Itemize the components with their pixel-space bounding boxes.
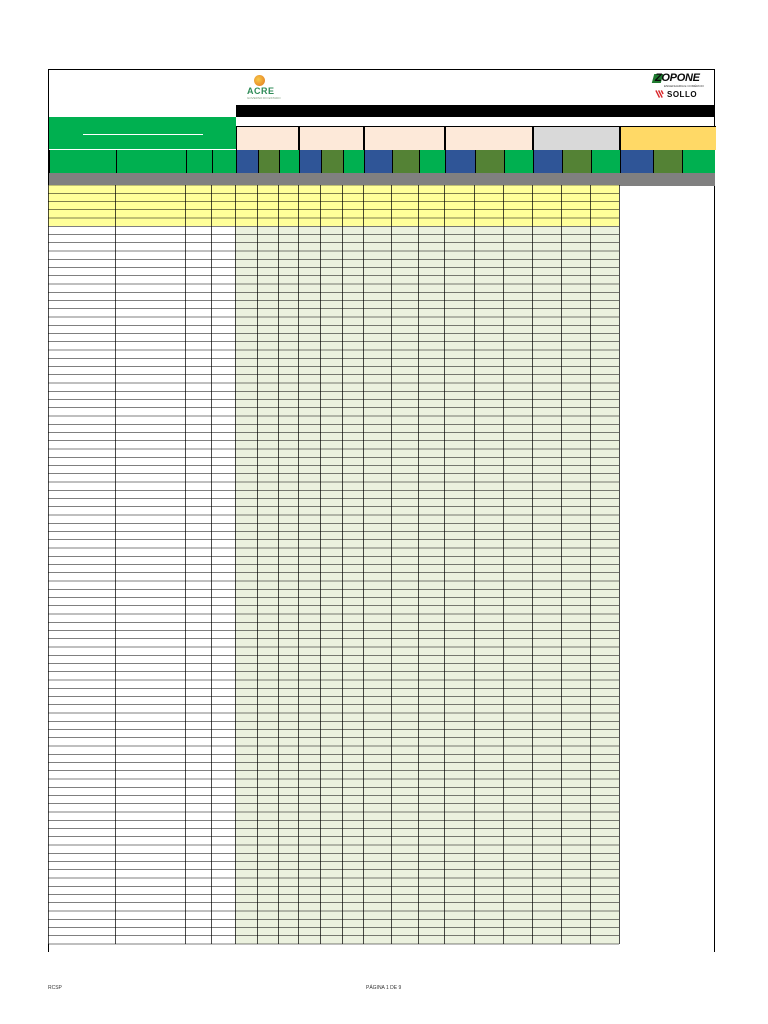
sollo-mark-icon bbox=[655, 89, 664, 99]
metric-header-cell bbox=[533, 150, 562, 173]
table-row-label-area bbox=[48, 820, 235, 828]
table-row-label-area bbox=[48, 342, 235, 350]
table-row-label-area bbox=[48, 350, 235, 358]
table-row-label-area bbox=[48, 449, 235, 457]
table-row-label-area bbox=[48, 829, 235, 837]
table-row-label-area bbox=[48, 779, 235, 787]
metric-header-cell bbox=[321, 150, 343, 173]
metric-header-cell bbox=[364, 150, 392, 173]
header-black-bar bbox=[236, 105, 715, 117]
table-row-label-area bbox=[48, 499, 235, 507]
metric-header-cell bbox=[392, 150, 419, 173]
zopone-logo-text: ZOPONE bbox=[655, 72, 700, 84]
metric-header-cell bbox=[279, 150, 299, 173]
table-row-label-area bbox=[48, 532, 235, 540]
table-row-label-area bbox=[48, 763, 235, 771]
table-row-label-area bbox=[48, 622, 235, 630]
footer-code: RCSP bbox=[48, 985, 62, 991]
table-row-label-area bbox=[48, 375, 235, 383]
metric-header-cell bbox=[682, 150, 715, 173]
table-row-label-area bbox=[48, 697, 235, 705]
table-row-label-area bbox=[48, 185, 235, 193]
metric-header-cell bbox=[504, 150, 533, 173]
table-row-label-area bbox=[48, 655, 235, 663]
metric-header-cell bbox=[562, 150, 591, 173]
table-row-label-area bbox=[48, 639, 235, 647]
table-row-label-area bbox=[48, 870, 235, 878]
table-row-label-area bbox=[48, 878, 235, 886]
table-row-label-area bbox=[48, 565, 235, 573]
table-row-label-area bbox=[48, 771, 235, 779]
group-header-2 bbox=[299, 126, 364, 150]
table-row-label-area bbox=[48, 367, 235, 375]
table-row-label-area bbox=[48, 515, 235, 523]
table-row-label-area bbox=[48, 284, 235, 292]
table-row-label-area bbox=[48, 235, 235, 243]
table-row-label-area bbox=[48, 325, 235, 333]
table-row-label-area bbox=[48, 391, 235, 399]
table-row-label-area bbox=[48, 589, 235, 597]
table-row-label-area bbox=[48, 226, 235, 234]
logo-acre bbox=[49, 70, 50, 71]
metric-header-cell bbox=[419, 150, 445, 173]
table-row-label-area bbox=[48, 523, 235, 531]
table-row-label-area bbox=[48, 383, 235, 391]
table-row-label-area bbox=[48, 721, 235, 729]
table-row-label-area bbox=[48, 688, 235, 696]
metric-header-cell bbox=[343, 150, 364, 173]
table-row-label-area bbox=[48, 309, 235, 317]
table-row-label-area bbox=[48, 812, 235, 820]
table-row-label-area bbox=[48, 490, 235, 498]
table-row-label-area bbox=[48, 202, 235, 210]
table-row-label-area bbox=[48, 903, 235, 911]
group-header-1 bbox=[236, 126, 299, 150]
table-row-label-area bbox=[48, 631, 235, 639]
table-row-label-area bbox=[48, 243, 235, 251]
table-row-label-area bbox=[48, 614, 235, 622]
table-row-label-area bbox=[48, 713, 235, 721]
table-row-label-area bbox=[48, 556, 235, 564]
metric-header-cell bbox=[236, 150, 258, 173]
table-row-label-area bbox=[48, 276, 235, 284]
table-row-label-area bbox=[48, 482, 235, 490]
table-row-label-area bbox=[48, 466, 235, 474]
group-header-5 bbox=[533, 126, 620, 150]
metric-header-cell bbox=[653, 150, 682, 173]
table-row-label-area bbox=[48, 919, 235, 927]
table-row-label-area bbox=[48, 936, 235, 944]
table-row-label-area bbox=[48, 433, 235, 441]
column-header-cell bbox=[49, 150, 116, 173]
table-row-label-area bbox=[48, 424, 235, 432]
column-header-cell bbox=[186, 150, 212, 173]
table-row-label-area bbox=[48, 408, 235, 416]
table-row-label-area bbox=[48, 540, 235, 548]
metric-header-cell bbox=[258, 150, 279, 173]
table-row-label-area bbox=[48, 862, 235, 870]
acre-sun-icon bbox=[254, 75, 265, 86]
acre-logo-text: ACRE bbox=[247, 86, 275, 96]
metric-header-cell bbox=[475, 150, 504, 173]
table-row-label-area bbox=[48, 911, 235, 919]
title-underline bbox=[83, 134, 203, 135]
footer-page-number: PÁGINA 1 DE 9 bbox=[366, 985, 402, 991]
table-row-label-area bbox=[48, 754, 235, 762]
table-row-label-area bbox=[48, 548, 235, 556]
table-row-label-area bbox=[48, 334, 235, 342]
metric-header-cell bbox=[299, 150, 321, 173]
table-row-label-area bbox=[48, 416, 235, 424]
table-row-label-area bbox=[48, 474, 235, 482]
group-header-3 bbox=[364, 126, 445, 150]
table-row-label-area bbox=[48, 193, 235, 201]
table-row-label-area bbox=[48, 441, 235, 449]
table-row-label-area bbox=[48, 853, 235, 861]
table-row-label-area bbox=[48, 680, 235, 688]
table-row-label-area bbox=[48, 845, 235, 853]
column-header-cell bbox=[116, 150, 186, 173]
table-row-label-area bbox=[48, 837, 235, 845]
table-row-label-area bbox=[48, 928, 235, 936]
table-row-label-area bbox=[48, 251, 235, 259]
sollo-logo-text: SOLLO bbox=[667, 90, 698, 99]
table-row-label-area bbox=[48, 746, 235, 754]
table-row-label-area bbox=[48, 292, 235, 300]
table-row-label-area bbox=[48, 606, 235, 614]
title-block bbox=[49, 117, 236, 149]
group-header-6 bbox=[620, 126, 716, 150]
metric-header-cell bbox=[591, 150, 620, 173]
zopone-logo-tagline: ENGENHARIA E COMÉRCIO bbox=[664, 84, 704, 88]
table-row-label-area bbox=[48, 400, 235, 408]
metric-header-cell bbox=[620, 150, 653, 173]
table-row-label-area bbox=[48, 317, 235, 325]
table-row-label-area bbox=[48, 259, 235, 267]
metric-header-cell bbox=[445, 150, 475, 173]
table-row-label-area bbox=[48, 895, 235, 903]
table-row-label-area bbox=[48, 573, 235, 581]
table-row-label-area bbox=[48, 598, 235, 606]
table-row-label-area bbox=[48, 581, 235, 589]
table-row-label-area bbox=[48, 886, 235, 894]
table-row-label-area bbox=[48, 647, 235, 655]
table-row-label-area bbox=[48, 507, 235, 515]
table-row-label-area bbox=[48, 705, 235, 713]
table-row-label-area bbox=[48, 301, 235, 309]
data-grid bbox=[48, 185, 716, 953]
acre-logo-tagline: GOVERNO DO ESTADO bbox=[247, 96, 281, 100]
column-header-cell bbox=[212, 150, 236, 173]
group-header-4 bbox=[445, 126, 533, 150]
table-row-label-area bbox=[48, 672, 235, 680]
table-row-label-area bbox=[48, 730, 235, 738]
table-row-label-area bbox=[48, 218, 235, 226]
table-row-label-area bbox=[48, 457, 235, 465]
table-row-label-area bbox=[48, 804, 235, 812]
table-row-label-area bbox=[48, 664, 235, 672]
table-row-label-area bbox=[48, 358, 235, 366]
table-row-label-area bbox=[48, 796, 235, 804]
table-row-label-area bbox=[48, 787, 235, 795]
table-row-label-area bbox=[48, 738, 235, 746]
table-row-label-area bbox=[48, 268, 235, 276]
table-row-label-area bbox=[48, 210, 235, 218]
